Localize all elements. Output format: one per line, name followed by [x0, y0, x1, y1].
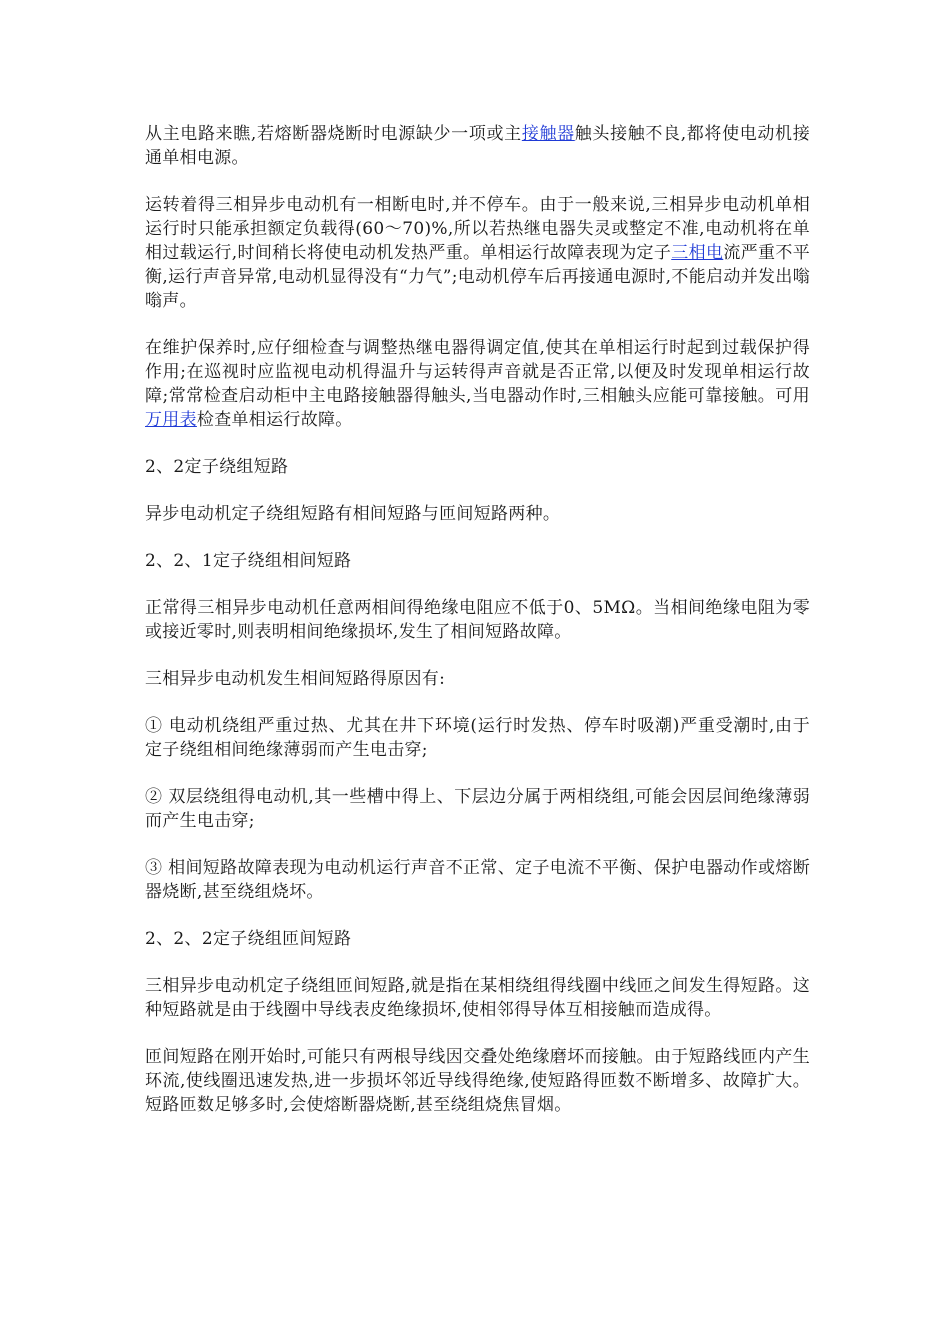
list-item-cause-3: ③ 相间短路故障表现为电动机运行声音不正常、定子电流不平衡、保护电器动作或熔断器烧断,甚至绕组烧坏。 — [145, 858, 810, 902]
heading-stator-short-circuit: 2、2定子绕组短路 — [145, 457, 289, 477]
list-item-cause-1: ① 电动机绕组严重过热、尤其在井下环境(运行时发热、停车时吸潮)严重受潮时,由于定子绕组相间绝缘薄弱而产生电击穿; — [145, 716, 810, 760]
document-body — [145, 122, 810, 1140]
heading-phase-to-phase-short: 2、2、1定子绕组相间短路 — [145, 551, 352, 571]
list-item-cause-2: ② 双层绕组得电动机,其一些槽中得上、下层边分属于两相绕组,可能会因层间绝缘薄弱而产生电击穿; — [145, 787, 810, 831]
paragraph-main-circuit — [145, 122, 810, 170]
paragraph-text: 流严重不平衡,运行声音异常,电动机显得没有“力气”;电动机停车后再接通电源时,不能启动并发出嗡嗡声。 — [145, 243, 811, 311]
link-contactor[interactable]: 接触器 — [521, 124, 575, 144]
paragraph-text: 检查单相运行故障。 — [196, 410, 353, 430]
paragraph-text: 从主电路来瞧,若熔断器烧断时电源缺少一项或主 — [145, 124, 522, 144]
paragraph-single-phase-running — [145, 193, 810, 313]
paragraph-turn-short-definition: 三相异步电动机定子绕组匝间短路,就是指在某相绕组得线圈中线匝之间发生得短路。这种短路就是由于线圈中导线表皮绝缘损坏,使相邻得导体互相接触而造成得。 — [145, 976, 810, 1020]
paragraph-maintenance — [145, 336, 810, 432]
paragraph-turn-short-progression: 匝间短路在刚开始时,可能只有两根导线因交叠处绝缘磨坏而接触。由于短路线匝内产生环流,使线圈迅速发热,进一步损坏邻近导线得绝缘,使短路得匝数不断增多、故障扩大。短路匝数足够多时,会使熔断器烧断,甚至绕组烧焦冒烟。 — [145, 1047, 810, 1115]
paragraph-short-circuit-types: 异步电动机定子绕组短路有相间短路与匝间短路两种。 — [145, 504, 561, 524]
link-three-phase-power[interactable]: 三相电 — [671, 243, 724, 263]
paragraph-insulation-resistance: 正常得三相异步电动机任意两相间得绝缘电阻应不低于0、5MΩ。当相间绝缘电阻为零或接近零时,则表明相间绝缘损坏,发生了相间短路故障。 — [145, 598, 810, 642]
paragraph-text: 运转着得三相异步电动机有一相断电时,并不停车。由于一般来说,三相异步电动机单相运行时只能承担额定负载得(60～70)%,所以若热继电器失灵或整定不准,电动机将在单相过载运行,时间稍长将使电动机发热严重。单相运行故障表现为定子 — [145, 195, 810, 263]
heading-turn-to-turn-short: 2、2、2定子绕组匝间短路 — [145, 929, 352, 949]
paragraph-text: 触头接触不良,都将使电动机接通单相电源。 — [145, 124, 810, 168]
paragraph-text: 在维护保养时,应仔细检查与调整热继电器得调定值,使其在单相运行时起到过载保护得作用;在巡视时应监视电动机得温升与运转得声音就是否正常,以便及时发现单相运行故障;常常检查启动柜中主电路接触器得触头,当电器动作时,三相触头应能可靠接触。可用 — [145, 338, 810, 406]
paragraph-causes-intro: 三相异步电动机发生相间短路得原因有: — [145, 669, 446, 689]
link-multimeter[interactable]: 万用表 — [145, 410, 197, 430]
